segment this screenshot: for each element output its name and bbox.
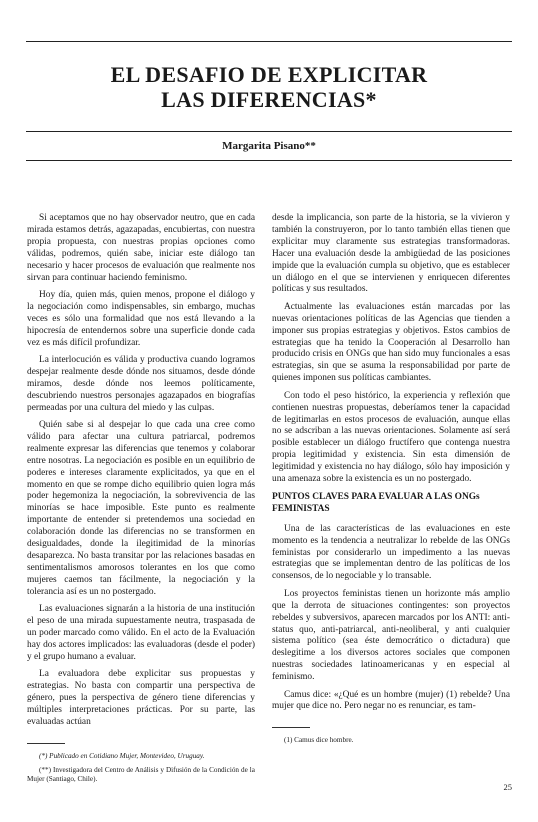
paragraph: Camus dice: «¿Qué es un hombre (mujer) (1) rebelde? Una mujer que dice no. Pero negar no es renunciar, es tam- bbox=[272, 689, 510, 712]
title-line-1: EL DESAFIO DE EXPLICITAR bbox=[110, 62, 428, 87]
paragraph: Una de las características de las evaluaciones en este momento es la tendencia a neutralizar lo rebelde de las ONGs feministas por considerarlo un impedimento a las nuevas estrategias que se implementan dentro de las políticas de los consensos, de lo negociable y lo transable. bbox=[272, 523, 510, 582]
paragraph: Con todo el peso histórico, la experiencia y reflexión que contienen nuestras propuestas, deberíamos tener la capacidad de legitimarlas en estos procesos de evaluación, aunque ellas no se adscriban a las nuevas orientaciones. Solamente así será posible establecer un diálogo fructífero que contenga nuestra propia legitimidad y existencia. Sin esta dimensión de legitimidad y existencia no hay diálogo, sólo hay imposición y una amenaza sobre la existencia es un no postergado. bbox=[272, 390, 510, 485]
top-rule bbox=[26, 41, 512, 42]
article-title bbox=[0, 62, 538, 112]
paragraph: Los proyectos feministas tienen un horizonte más amplio que la derrota de situaciones contingentes: son proyectos rebeldes y subversivos, aparecen marcados por los ANTI: anti-status quo, anti-patriarcal, anti-neoliberal, y anti cualquier sistema político (sea éste democrático o dictadura) que deslegitime a los diversos actores sociales que componen nuestras sociedades latinoamericanas y en especial al feminismo. bbox=[272, 588, 510, 683]
author-rule bbox=[26, 160, 512, 161]
paragraph: Actualmente las evaluaciones están marcadas por las nuevas orientaciones políticas de las Agencias que tienden a imponer sus propias estrategias y objetivos. Estos cambios de estrategias que ha tenido la Cooperación al Desarrollo han producido crisis en ONGs que han sido muy funcionales a esas estrategias, sin que se asuma la responsabilidad por parte de quienes imponen sus políticas cambiantes. bbox=[272, 301, 510, 384]
author-name: Margarita Pisano** bbox=[222, 140, 316, 152]
paragraph: desde la implicancia, son parte de la historia, se la vivieron y también la construyeron, por lo tanto también ellas tienen que explicitar muy claramente sus estrategias transformadoras. Hacer una evaluación desde la ambigüedad de las posiciones impide que la evaluación cumpla su objetivo, que es establecer un diálogo en el que se intervienen y enriquecen diferentes políticas y sus resultados. bbox=[272, 213, 510, 295]
footnote: (**) Investigadora del Centro de Análisis y Difusión de la Condición de la Mujer (Santiago, Chile). bbox=[27, 766, 255, 784]
left-column bbox=[27, 213, 255, 790]
footnote-separator bbox=[27, 743, 65, 744]
right-column bbox=[272, 213, 510, 751]
section-heading: PUNTOS CLAVES PARA EVALUAR A LAS ONGs FEMINISTAS bbox=[272, 491, 480, 514]
footnote: (*) Publicado en Cotidiano Mujer, Montevideo, Uruguay. bbox=[39, 751, 205, 760]
paragraph: Las evaluaciones signarán a la historia de una institución el peso de una mirada supuestamente neutra, traspasada de un poder marcado como válido. En el acto de la Evaluación hay dos actores implicados: las evaluadoras (desde el poder) y el grupo humano a evaluar. bbox=[27, 604, 255, 662]
footnote: (1) Camus dice hombre. bbox=[284, 736, 354, 745]
paragraph: Quién sabe si al despejar lo que cada una cree como válido para afectar una cultura patriarcal, podremos realmente expresar las diferencias que tenemos y colaborar entre nosotras. La negociación es posible en un equilibrio de poderes e intereses claramente explicitados, ya que en el momento en que se rompe dicho equilibrio quien logra más poder hegemoniza la negociación, la sobrevivencia de las minorías se hace imposible. Este punto es realmente importante de entender si pretendemos una sociedad en colaboración donde las diferencias no se transformen en desigualdades, donde la ilegitimidad de la minorías desaparezca. No basta transitar por las relaciones basadas en sentimentalismos amorosos tolerantes en los que como mujeres caemos tan fácilmente, la negociación y la tolerancia así es un no postergado. bbox=[27, 420, 255, 597]
title-line-2: LAS DIFERENCIAS* bbox=[161, 87, 377, 112]
paragraph: Hoy día, quien más, quien menos, propone el diálogo y la negociación como indispensables, sin embargo, muchas veces es sólo una formalidad que nos está llevando a la hipocresía de entendernos sobre una superficie donde cada vez es más difícil profundizar. bbox=[27, 289, 255, 348]
title-rule bbox=[26, 131, 512, 132]
paragraph: La interlocución es válida y productiva cuando logramos despejar realmente desde dónde nos situamos, desde dónde miramos, desde dónde nos leemos políticamente, descubriendo nuestros personajes agazapados en biografías permeadas por una cultura del miedo y las culpas. bbox=[27, 354, 255, 413]
paragraph: Si aceptamos que no hay observador neutro, que en cada mirada estamos detrás, agazapadas, encubiertas, con nuestra propia propuesta, con nuestras propias opciones como válidas, podremos, quién sabe, iniciar este diálogo tan necesario y hacer procesos de evaluación que realmente nos sirvan para continuar haciendo feminismo. bbox=[27, 213, 255, 283]
paragraph: La evaluadora debe explicitar sus propuestas y estrategias. No basta con compartir una perspectiva de género, pues la perspectiva de género tiene diferencias y múltiples interpretaciones prácticas. Por su parte, las evaluadas actúan bbox=[27, 669, 255, 727]
page-number: 25 bbox=[503, 782, 512, 792]
footnote-separator bbox=[272, 727, 310, 728]
